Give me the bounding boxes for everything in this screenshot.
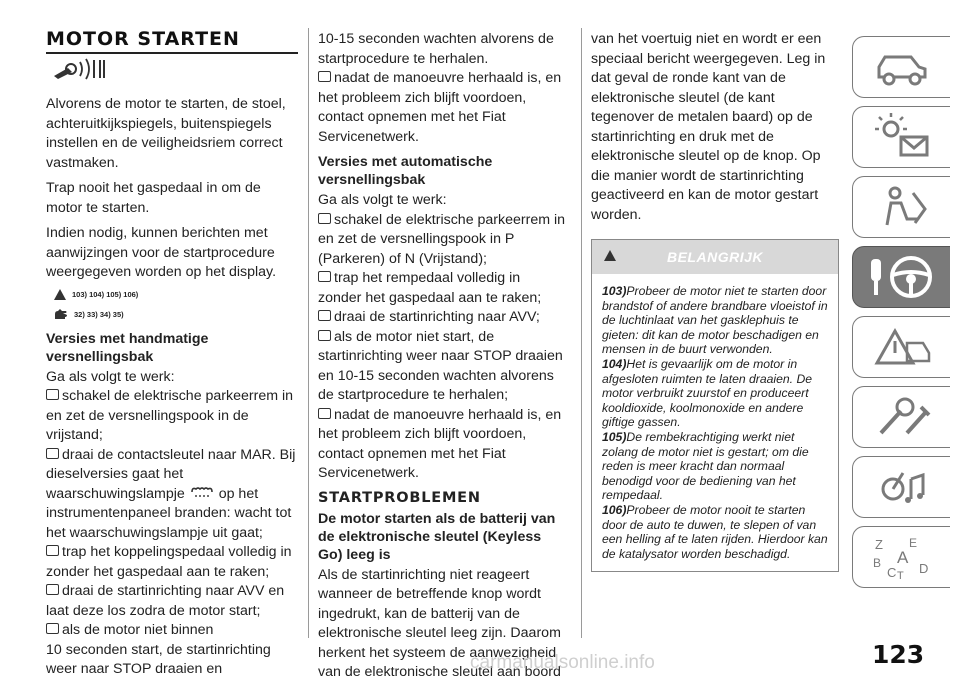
column-divider <box>581 28 582 638</box>
list-item: draai de startinrichting naar AVV; <box>318 308 566 328</box>
column-3 <box>591 30 839 572</box>
intro-paragraph: Indien nodig, kunnen berichten met aanwijzingen voor de startprocedure weergegeven worden op het display. <box>46 225 277 280</box>
svg-text:C: C <box>886 565 896 580</box>
bullet-icon <box>46 545 59 556</box>
bullet-icon <box>318 271 331 282</box>
glow-plug-icon <box>189 486 215 502</box>
warning-triangle-icon <box>54 289 66 300</box>
svg-text:A: A <box>896 548 908 567</box>
page-number: 123 <box>872 640 925 669</box>
list-item: als de motor niet start, de startinrichting weer naar STOP draaien en 10-15 seconden wachten alvorens de startprocedure te herhalen; <box>318 328 563 403</box>
bullet-icon <box>318 330 331 341</box>
intro-paragraph: Alvorens de motor te starten, de stoel, achteruitkijkspiegels, buitenspiegels instellen en de veiligheidsriem correct vastmaken. <box>46 96 286 171</box>
svg-text:E: E <box>908 536 917 550</box>
caution-hand-icon <box>54 308 68 322</box>
warning-box-header: BELANGRIJK <box>592 240 838 274</box>
key-with-signal-icon <box>50 56 298 87</box>
seat-airbag-icon <box>867 183 937 231</box>
intro-paragraph: Trap nooit het gaspedaal in om de motor te starten. <box>46 180 261 216</box>
list-item-continued: 10 seconden start, de startinrichting weer naar STOP draaien en <box>46 641 271 677</box>
warning-box-body <box>592 274 838 571</box>
list-item: draai de startinrichting naar AVV en laat deze los zodra de motor start; <box>46 583 285 619</box>
warning-item: 104)Het is gevaarlijk om de motor in afgesloten ruimten te laten draaien. De motor verbruikt zuurstof en produceert kooldioxide, koolmonoxide en andere giftige gassen. <box>602 356 813 430</box>
breakdown-icon <box>867 323 937 371</box>
subsection-heading: De motor starten als de batterij van de elektronische sleutel (Keyless Go) leeg is <box>318 510 556 563</box>
tab-index[interactable] <box>852 526 950 588</box>
list-item: schakel de elektrische parkeerrem in en zet de versnellingspook in P (Parkeren) of N (Vrijstand); <box>318 211 566 267</box>
body-paragraph: Als de startinrichting niet reageert wanneer de betreffende knop wordt ingedrukt, kan de batterij van de elektronische sleutel leeg zijn. Daarom herkent het systeem de aanwezigheid van de elektronische sleutel aan boord <box>318 566 561 680</box>
watermark: carmanualsonline.info <box>470 652 655 673</box>
warning-item: 106)Probeer de motor nooit te starten door de auto te duwen, te slepen of van een helling af te laten rijden. Hierdoor kan de katalysator worden beschadigd. <box>602 502 828 561</box>
list-item: draai de contactsleutel naar MAR. Bij dieselversies gaat het waarschuwingslampje op het instrumentenpaneel branden: wacht tot het waarschuwingslampje uit gaat; <box>46 446 296 541</box>
list-item: nadat de manoeuvre herhaald is, en het probleem zich blijft voordoen, contact opnemen met het Fiat Servicenetwerk. <box>318 406 562 481</box>
warning-references: 103) 104) 105) 106) <box>54 289 298 300</box>
svg-text:T: T <box>896 570 904 581</box>
tab-multimedia[interactable] <box>852 456 950 518</box>
warning-item: 103)Probeer de motor niet te starten door brandstof of andere brandbare vloeistof in de luchtinlaat van het gasklephuis te gieten: dit kan de motor beschadigen en mensen in de buurt verwonden. <box>602 284 828 357</box>
tab-breakdown[interactable] <box>852 316 950 378</box>
page-title: MOTOR STARTEN <box>46 28 298 54</box>
list-item-continued: 10-15 seconden wachten alvorens de startprocedure te herhalen. <box>318 31 554 67</box>
list-item: als de motor niet binnen <box>46 621 298 641</box>
chapter-tabs <box>852 36 950 596</box>
warning-triangle-icon <box>604 250 616 261</box>
multimedia-icon <box>867 463 937 511</box>
index-letters-icon <box>867 533 937 581</box>
body-paragraph: van het voertuig niet en wordt er een speciaal bericht weergegeven. Leg in dat geval de ronde kant van de elektronische sleutel (de kant tegenover de metalen baard) op de startinrichting en druk met de elektronische sleutel op de knop. Op die manier wordt de startinrichting geactiveerd en kan de motor gestart worden. <box>591 31 826 223</box>
tab-car[interactable] <box>852 36 950 98</box>
bullet-icon <box>46 389 59 400</box>
car-icon <box>867 43 937 91</box>
maintenance-tools-icon <box>867 393 937 441</box>
svg-text:B: B <box>872 556 881 570</box>
warning-box <box>591 239 839 572</box>
caution-references: 32) 33) 34) 35) <box>54 308 298 322</box>
tab-seat-airbag[interactable] <box>852 176 950 238</box>
bullet-icon <box>46 448 59 459</box>
list-item: schakel de elektrische parkeerrem in en zet de versnellingspook in de vrijstand; <box>46 388 294 443</box>
section-heading: Versies met automatische versnellingsbak <box>318 154 493 188</box>
section-heading: Versies met handmatige versnellingsbak <box>46 330 209 365</box>
svg-text:D: D <box>918 561 928 576</box>
svg-text:Z: Z <box>874 537 883 552</box>
bullet-icon <box>46 584 59 595</box>
bullet-icon <box>318 408 331 419</box>
tab-maintenance[interactable] <box>852 386 950 448</box>
bullet-icon <box>318 213 331 224</box>
column-1 <box>46 56 298 686</box>
tab-warning-lights[interactable] <box>852 106 950 168</box>
column-divider <box>308 28 309 638</box>
list-item: trap het rempedaal volledig in zonder het gaspedaal aan te raken; <box>318 270 542 306</box>
list-item: nadat de manoeuvre herhaald is, en het probleem zich blijft voordoen, contact opnemen met het Fiat Servicenetwerk. <box>318 70 562 145</box>
list-item: trap het koppelingspedaal volledig in zonder het gaspedaal aan te raken; <box>46 544 292 580</box>
bullet-icon <box>46 623 59 634</box>
warning-item: 105)De rembekrachtiging werkt niet zolang de motor niet is gestart; om die reden is meer kracht dan normaal benodigd voor de bediening van het rempedaal. <box>602 429 809 503</box>
section-title: STARTPROBLEMEN <box>318 489 481 506</box>
column-2 <box>318 30 566 689</box>
warning-lights-icon <box>867 113 937 161</box>
bullet-icon <box>318 71 331 82</box>
lead-text: Ga als volgt te werk: <box>318 192 447 208</box>
lead-text: Ga als volgt te werk: <box>46 368 175 385</box>
key-steering-wheel-icon <box>867 253 937 301</box>
tab-starting-driving[interactable] <box>852 246 950 308</box>
bullet-icon <box>318 310 331 321</box>
